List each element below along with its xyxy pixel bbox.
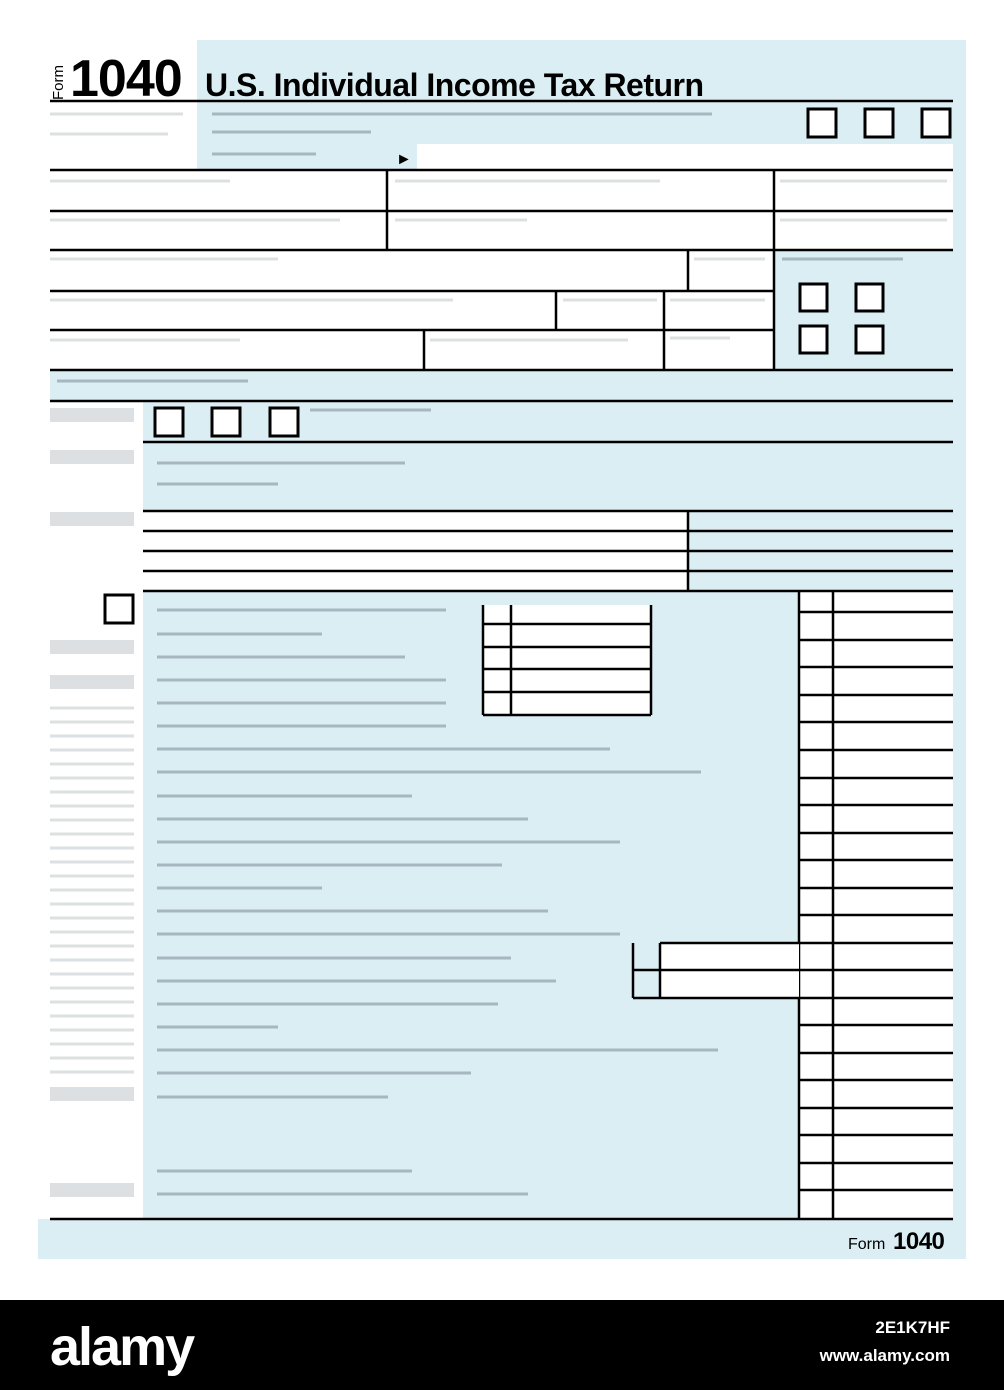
watermark-image-id: 2E1K7HF: [875, 1318, 950, 1337]
spouse-checkbox-1[interactable]: [800, 284, 827, 311]
footer-form-number: 1040: [893, 1228, 945, 1255]
spouse-checkbox-3[interactable]: [800, 326, 827, 353]
amount-column-rows: [799, 612, 953, 1190]
filing-status-checkbox-1[interactable]: [155, 408, 183, 436]
inner-table: [483, 605, 651, 715]
dependents-checkbox[interactable]: [105, 595, 133, 623]
footer-form-word: Form: [848, 1236, 886, 1253]
name-arrow: ►: [396, 151, 412, 168]
header-checkbox-2[interactable]: [865, 109, 893, 137]
sidebar-notes: [50, 708, 134, 1072]
form-title: U.S. Individual Income Tax Return: [205, 67, 704, 103]
filing-status-checkbox-3[interactable]: [270, 408, 298, 436]
watermark-url: www.alamy.com: [819, 1346, 950, 1365]
spouse-checkbox-2[interactable]: [856, 284, 883, 311]
header-checkbox-1[interactable]: [808, 109, 836, 137]
filing-checkboxes-header[interactable]: [808, 109, 950, 137]
filing-status-checkbox-2[interactable]: [212, 408, 240, 436]
sidebar-labels: [50, 408, 134, 1197]
watermark-logo: alamy: [50, 1317, 194, 1377]
header-checkbox-3[interactable]: [922, 109, 950, 137]
form-number: 1040: [70, 50, 182, 108]
form-word: Form: [50, 65, 67, 100]
spouse-checkbox-4[interactable]: [856, 326, 883, 353]
